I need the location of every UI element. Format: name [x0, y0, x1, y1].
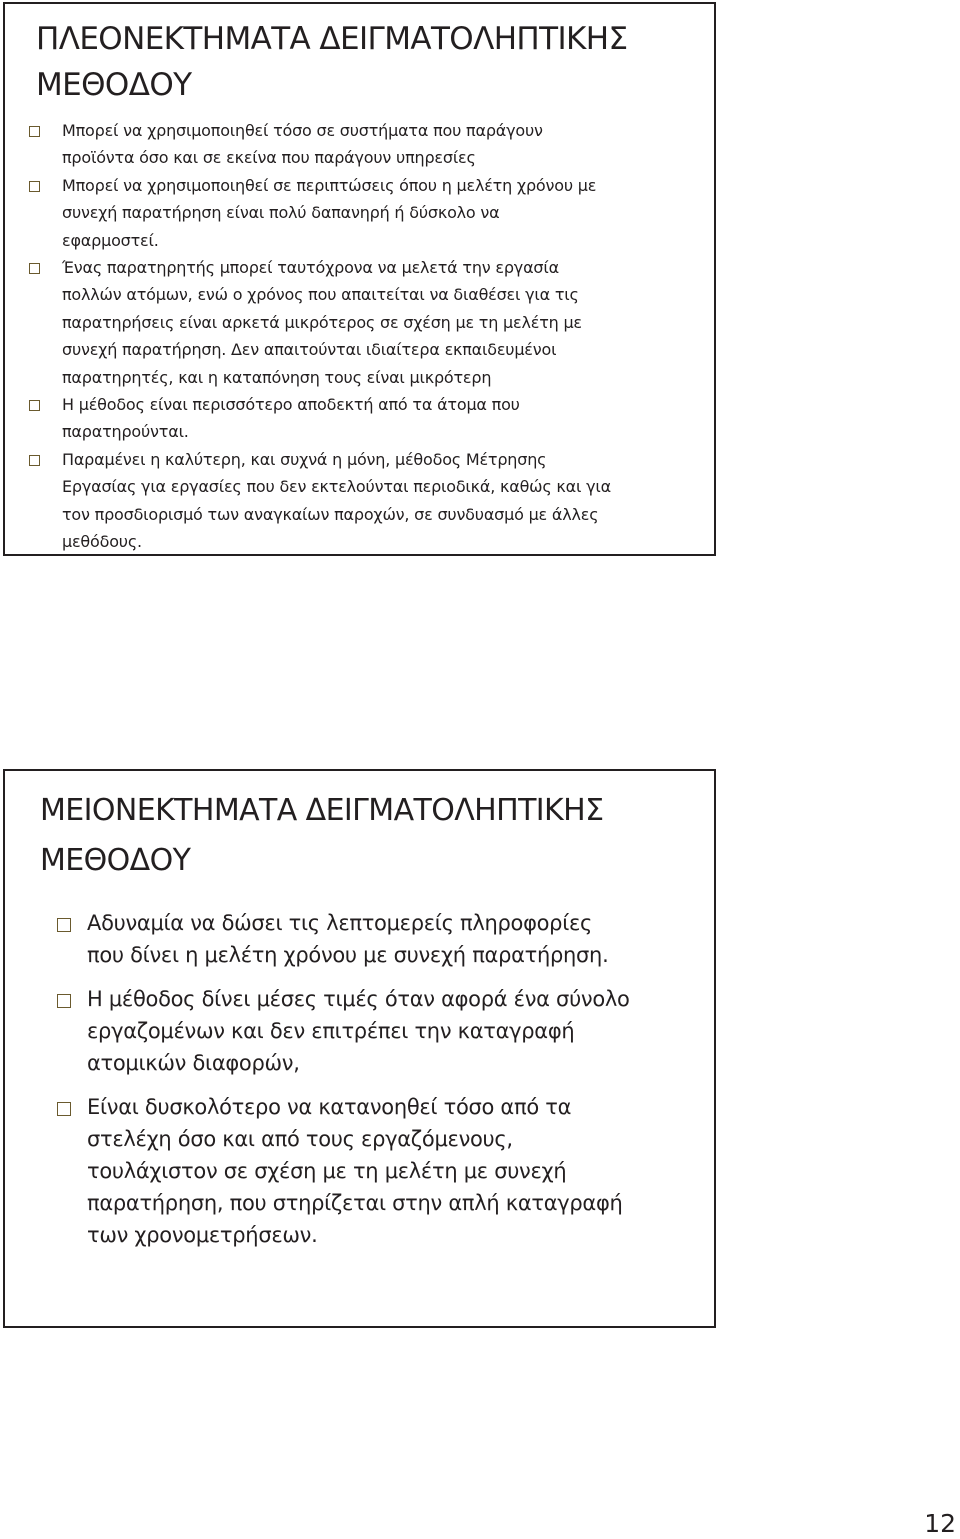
title-line: ΠΛΕΟΝΕΚΤΗΜΑΤΑ ΔΕΙΓΜΑΤΟΛΗΠΤΙΚΗΣ: [36, 21, 628, 57]
bullet-line: Ένας παρατηρητής μπορεί ταυτόχρονα να μελετά την εργασία: [62, 258, 559, 278]
bullet-line: Εργασίας για εργασίες που δεν εκτελούνται περιοδικά, καθώς και για: [62, 477, 611, 497]
square-bullet-icon: [57, 994, 71, 1008]
square-bullet-icon: [29, 126, 40, 137]
square-bullet-icon: [29, 181, 40, 192]
bullet-line: τουλάχιστον σε σχέση με τη μελέτη με συνεχή: [87, 1159, 567, 1183]
bullet-line: στελέχη όσο και από τους εργαζόμενους,: [87, 1127, 513, 1151]
bullet-item: [57, 907, 669, 971]
slide-title: [40, 786, 603, 886]
bullet-item: [29, 446, 697, 556]
bullet-line: εφαρμοστεί.: [62, 230, 159, 250]
bullet-line: παρατηρήσεις είναι αρκετά μικρότερος σε σχέση με τη μελέτη με: [62, 312, 582, 332]
bullet-line: Η μέθοδος δίνει μέσες τιμές όταν αφορά ένα σύνολο: [87, 987, 630, 1011]
bullet-line: παρατηρητές, και η καταπόνηση τους είναι μικρότερη: [62, 367, 492, 387]
bullet-item: [29, 117, 697, 172]
bullet-line: Η μέθοδος είναι περισσότερο αποδεκτή από τα άτομα που: [62, 395, 520, 415]
bullet-line: Μπορεί να χρησιμοποιηθεί σε περιπτώσεις όπου η μελέτη χρόνου με: [62, 175, 597, 195]
bullet-item: [29, 172, 697, 254]
square-bullet-icon: [57, 1102, 71, 1116]
bullet-line: Παραμένει η καλύτερη, και συχνά η μόνη, μέθοδος Μέτρησης: [62, 449, 547, 469]
slide-disadvantages: [3, 769, 716, 1328]
bullet-line: εργαζομένων και δεν επιτρέπει την καταγραφή: [87, 1019, 575, 1043]
bullet-item: [29, 391, 697, 446]
bullet-line: ατομικών διαφορών,: [87, 1051, 300, 1075]
bullet-line: Μπορεί να χρησιμοποιηθεί τόσο σε συστήματα που παράγουν: [62, 121, 543, 140]
title-line: ΜΕΙΟΝΕΚΤΗΜΑΤΑ ΔΕΙΓΜΑΤΟΛΗΠΤΙΚΗΣ: [40, 793, 604, 828]
bullet-list: [57, 907, 669, 1263]
title-line: ΜΕΘΟΔΟΥ: [36, 67, 192, 103]
bullet-line: πολλών ατόμων, ενώ ο χρόνος που απαιτείται να διαθέσει για τις: [62, 285, 579, 305]
bullet-line: συνεχή παρατήρηση είναι πολύ δαπανηρή ή δύσκολο να: [62, 203, 500, 223]
bullet-line: που δίνει η μελέτη χρόνου με συνεχή παρατήρηση.: [87, 943, 609, 967]
bullet-line: των χρονομετρήσεων.: [87, 1223, 318, 1247]
bullet-line: συνεχή παρατήρηση. Δεν απαιτούνται ιδιαίτερα εκπαιδευμένοι: [62, 340, 557, 360]
square-bullet-icon: [57, 918, 71, 932]
slide-advantages: [3, 2, 716, 556]
page-number: 12: [924, 1509, 956, 1538]
bullet-line: προϊόντα όσο και σε εκείνα που παράγουν υπηρεσίες: [62, 148, 476, 168]
bullet-line: μεθόδους.: [62, 532, 142, 552]
square-bullet-icon: [29, 263, 40, 274]
title-line: ΜΕΘΟΔΟΥ: [40, 843, 191, 878]
bullet-line: Είναι δυσκολότερο να κατανοηθεί τόσο από τα: [87, 1095, 572, 1119]
bullet-line: τον προσδιορισμό των αναγκαίων παροχών, σε συνδυασμό με άλλες: [62, 504, 599, 524]
bullet-item: [57, 1091, 669, 1251]
bullet-line: παρατήρηση, που στηρίζεται στην απλή καταγραφή: [87, 1191, 623, 1215]
bullet-line: Αδυναμία να δώσει τις λεπτομερείς πληροφορίες: [87, 911, 593, 935]
bullet-line: παρατηρούνται.: [62, 422, 189, 442]
square-bullet-icon: [29, 455, 40, 466]
square-bullet-icon: [29, 400, 40, 411]
bullet-list: [29, 117, 697, 556]
bullet-item: [57, 983, 669, 1079]
bullet-item: [29, 254, 697, 391]
slide-title: [36, 16, 627, 108]
